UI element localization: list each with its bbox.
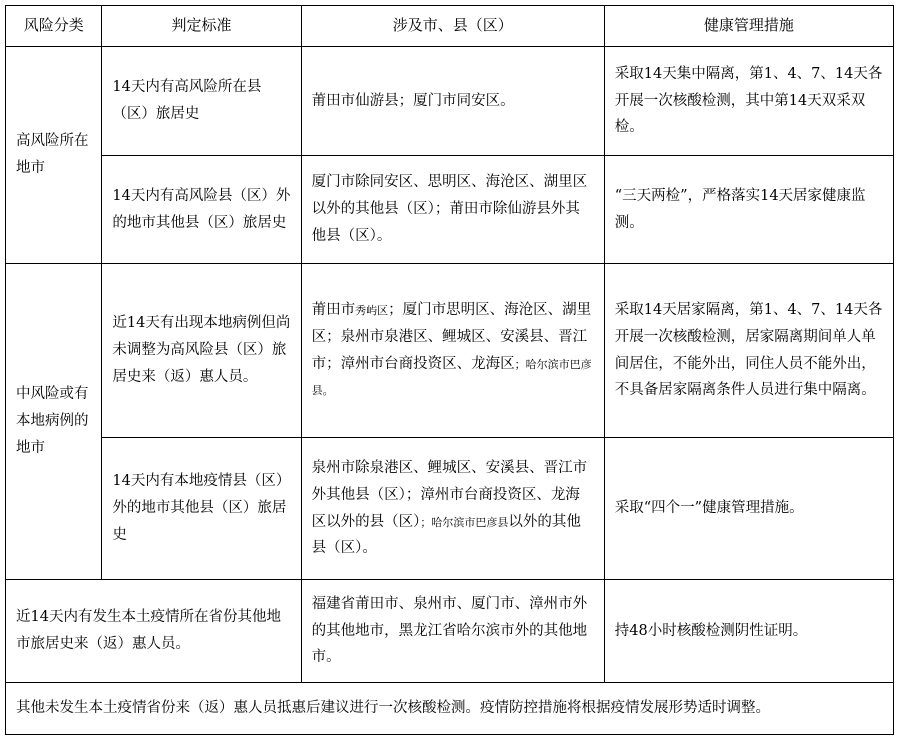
- criterion-cell: 14天内有本地疫情县（区）外的地市其他县（区）旅居史: [102, 438, 301, 580]
- measures-cell: “三天两检”，严格落实14天居家健康监测。: [604, 156, 893, 264]
- areas-cell: 厦门市除同安区、思明区、海沧区、湖里区以外的其他县（区）；莆田市除仙游县外其他县（区）。: [301, 156, 604, 264]
- criterion-cell: 14天内有高风险县（区）外的地市其他县（区）旅居史: [102, 156, 301, 264]
- measures-cell: 采取“四个一”健康管理措施。: [604, 438, 893, 580]
- measures-cell: 采取14天集中隔离，第1、4、7、14天各开展一次核酸检测，其中第14天双采双检。: [604, 47, 893, 156]
- header-areas: 涉及市、县（区）: [301, 6, 604, 47]
- areas-cell: 福建省莆田市、泉州市、厦门市、漳州市外的其他地市，黑龙江省哈尔滨市外的其他地市。: [301, 580, 604, 683]
- table-row: [6, 264, 894, 438]
- areas-text: 以外的其他县（区）。: [311, 513, 581, 557]
- header-criterion: 判定标准: [102, 6, 301, 47]
- table-row: [6, 438, 894, 580]
- header-row: [6, 6, 894, 47]
- areas-text: 泉州市除泉港区、鲤城区、安溪县、晋江市外其他县（区）；漳州市台商投资区、龙海区以外的县（区）: [311, 459, 588, 530]
- high-risk-category: 高风险所在地市: [6, 47, 102, 264]
- areas-text: ；厦门市思明区、海沧区、湖里区；泉州市泉港区、鲤城区、安溪县、晋江市；漳州市台商投资区、龙海区: [311, 301, 592, 372]
- table-row: [6, 156, 894, 264]
- risk-table: [5, 5, 894, 735]
- mid-risk-category: 中风险或有本地病例的地市: [6, 264, 102, 580]
- header-measures: 健康管理措施: [604, 6, 893, 47]
- areas-cell: [301, 264, 604, 438]
- areas-cell: [301, 438, 604, 580]
- measures-cell: 采取14天居家隔离，第1、4、7、14天各开展一次核酸检测，居家隔离期间单人单间居住，不能外出，同住人员不能外出，不具备居家隔离条件人员进行集中隔离。: [604, 264, 893, 438]
- criterion-cell: 14天内有高风险所在县（区）旅居史: [102, 47, 301, 156]
- areas-cell: 莆田市仙游县；厦门市同安区。: [301, 47, 604, 156]
- areas-text-small: 秀屿区: [355, 303, 389, 317]
- criterion-cell: 近14天有出现本地病例但尚未调整为高风险县（区）旅居史来（返）惠人员。: [102, 264, 301, 438]
- footer-row: [6, 683, 894, 735]
- areas-text: 莆田市: [311, 301, 356, 318]
- header-risk-category: 风险分类: [6, 6, 102, 47]
- criterion-cell: 近14天内有发生本土疫情所在省份其他地市旅居史来（返）惠人员。: [6, 580, 302, 683]
- areas-text-small: ；哈尔滨市巴彦县: [420, 515, 509, 529]
- table-row: [6, 580, 894, 683]
- measures-cell: 持48小时核酸检测阴性证明。: [604, 580, 893, 683]
- areas-text-small: ；哈尔滨市巴彦县。: [311, 357, 592, 398]
- table-row: [6, 47, 894, 156]
- footer-note: 其他未发生本土疫情省份来（返）惠人员抵惠后建议进行一次核酸检测。疫情防控措施将根据疫情发展形势适时调整。: [6, 683, 894, 735]
